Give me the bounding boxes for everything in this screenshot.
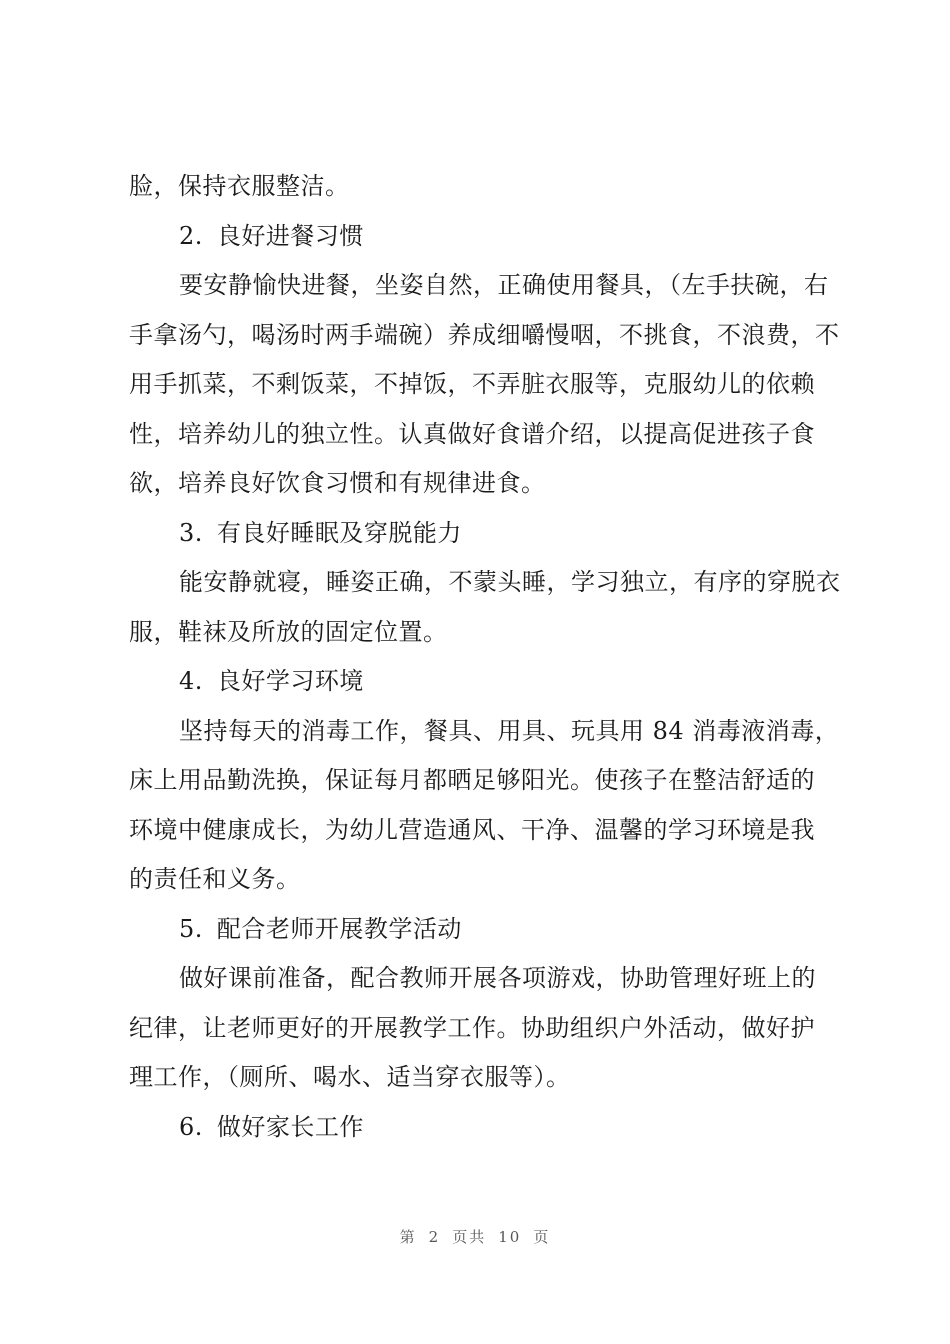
- paragraph-line: 床上用品勤洗换，保证每月都晒足够阳光。使孩子在整洁舒适的: [129, 766, 815, 794]
- footer-prefix: 第: [399, 1228, 417, 1246]
- paragraph-line: 性，培养幼儿的独立性。认真做好食谱介绍，以提高促进孩子食: [129, 420, 815, 448]
- heading-text: 良好进餐习惯: [216, 222, 364, 250]
- footer-page-number: 2: [428, 1228, 441, 1246]
- paragraph-line: 理工作，（厕所、喝水、适当穿衣服等）。: [129, 1063, 571, 1091]
- heading-number: 6.: [179, 1113, 203, 1141]
- heading-number: 4.: [179, 667, 203, 695]
- paragraph-line: 环境中健康成长，为幼儿营造通风、干净、温馨的学习环境是我: [129, 816, 815, 844]
- heading-number: 2.: [179, 222, 203, 250]
- paragraph-line: 脸，保持衣服整洁。: [129, 172, 350, 200]
- paragraph-line: 纪律，让老师更好的开展教学工作。协助组织户外活动，做好护: [129, 1014, 815, 1042]
- heading-text: 配合老师开展教学活动: [216, 915, 462, 943]
- paragraph-line: 用手抓菜，不剩饭菜，不掉饭，不弄脏衣服等，克服幼儿的依赖: [129, 370, 815, 398]
- section-heading: [179, 221, 364, 251]
- section-heading: [179, 666, 364, 696]
- heading-number: 3.: [179, 519, 203, 547]
- footer-middle: 页共: [452, 1228, 487, 1246]
- footer-suffix: 页: [533, 1228, 551, 1246]
- paragraph-line: 能安静就寝，睡姿正确，不蒙头睡，学习独立，有序的穿脱衣: [179, 568, 841, 596]
- paragraph-line: 欲，培养良好饮食习惯和有规律进食。: [129, 469, 546, 497]
- paragraph-line: 坚持每天的消毒工作，餐具、用具、玩具用 84 消毒液消毒，: [179, 717, 840, 745]
- section-heading: [179, 1112, 364, 1142]
- paragraph-line: 服，鞋袜及所放的固定位置。: [129, 618, 448, 646]
- heading-text: 做好家长工作: [216, 1113, 364, 1141]
- heading-number: 5.: [179, 915, 203, 943]
- paragraph-line: 要安静愉快进餐，坐姿自然，正确使用餐具，（左手扶碗，右: [179, 271, 829, 299]
- section-heading: [179, 518, 462, 548]
- footer-total-pages: 10: [498, 1228, 522, 1246]
- page-footer: [0, 1226, 950, 1247]
- paragraph-line: 的责任和义务。: [129, 865, 301, 893]
- section-heading: [179, 914, 462, 944]
- paragraph-line: 做好课前准备，配合教师开展各项游戏，协助管理好班上的: [179, 964, 816, 992]
- paragraph-line: 手拿汤勺，喝汤时两手端碗）养成细嚼慢咽，不挑食，不浪费，不: [129, 321, 840, 349]
- heading-text: 良好学习环境: [216, 667, 364, 695]
- heading-text: 有良好睡眠及穿脱能力: [216, 519, 462, 547]
